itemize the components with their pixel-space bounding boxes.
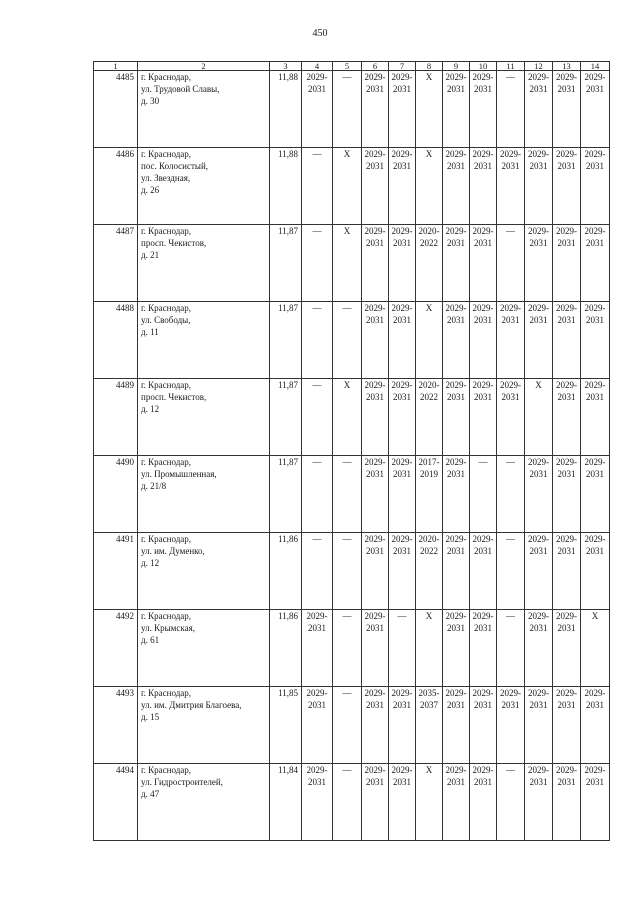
address-cell: г. Краснодар, ул. им. Дмитрия Благоева, д. 15 (138, 687, 270, 764)
column-number: 10 (470, 62, 497, 71)
table-row (94, 302, 610, 379)
column-number: 12 (525, 62, 553, 71)
period-cell-c12: 2029- 2031 (525, 533, 553, 610)
period-cell-c9: 2029- 2031 (443, 71, 470, 148)
column-number: 2 (138, 62, 270, 71)
table-row (94, 687, 610, 764)
period-cell-c11: — (497, 71, 525, 148)
period-cell-c10: 2029- 2031 (470, 225, 497, 302)
period-cell-c11: 2029- 2031 (497, 379, 525, 456)
period-cell-c14: 2029- 2031 (581, 225, 610, 302)
period-cell-c13: 2029- 2031 (553, 764, 581, 841)
period-cell-c11: — (497, 456, 525, 533)
period-cell-c4: — (302, 533, 333, 610)
period-cell-c7: 2029- 2031 (389, 71, 416, 148)
period-cell-c8: 2020- 2022 (416, 379, 443, 456)
area-cell: 11,88 (270, 148, 302, 225)
period-cell-c11: — (497, 610, 525, 687)
period-cell-c7: 2029- 2031 (389, 764, 416, 841)
period-cell-c13: 2029- 2031 (553, 456, 581, 533)
period-cell-c5: — (333, 456, 362, 533)
period-cell-c5: — (333, 71, 362, 148)
period-cell-c9: 2029- 2031 (443, 764, 470, 841)
period-cell-c14: 2029- 2031 (581, 687, 610, 764)
period-cell-c5: — (333, 302, 362, 379)
period-cell-c9: 2029- 2031 (443, 456, 470, 533)
period-cell-c11: — (497, 533, 525, 610)
period-cell-c7: 2029- 2031 (389, 225, 416, 302)
address-cell: г. Краснодар, просп. Чекистов, д. 21 (138, 225, 270, 302)
period-cell-c13: 2029- 2031 (553, 225, 581, 302)
period-cell-c6: 2029- 2031 (362, 687, 389, 764)
address-cell: г. Краснодар, пос. Колосистый, ул. Звездная, д. 26 (138, 148, 270, 225)
period-cell-c4: — (302, 302, 333, 379)
column-number: 9 (443, 62, 470, 71)
period-cell-c9: 2029- 2031 (443, 225, 470, 302)
period-cell-c9: 2029- 2031 (443, 610, 470, 687)
address-cell: г. Краснодар, ул. Крымская, д. 61 (138, 610, 270, 687)
period-cell-c9: 2029- 2031 (443, 687, 470, 764)
period-cell-c6: 2029- 2031 (362, 379, 389, 456)
period-cell-c8: Х (416, 610, 443, 687)
row-number: 4488 (94, 302, 138, 379)
building-registry-table (93, 61, 610, 841)
period-cell-c13: 2029- 2031 (553, 379, 581, 456)
table-row (94, 764, 610, 841)
period-cell-c10: 2029- 2031 (470, 148, 497, 225)
row-number: 4492 (94, 610, 138, 687)
period-cell-c14: 2029- 2031 (581, 148, 610, 225)
row-number: 4494 (94, 764, 138, 841)
row-number: 4485 (94, 71, 138, 148)
period-cell-c10: 2029- 2031 (470, 764, 497, 841)
period-cell-c4: 2029- 2031 (302, 610, 333, 687)
area-cell: 11,87 (270, 302, 302, 379)
table-row (94, 456, 610, 533)
period-cell-c8: Х (416, 71, 443, 148)
period-cell-c13: 2029- 2031 (553, 610, 581, 687)
period-cell-c11: 2029- 2031 (497, 148, 525, 225)
column-number: 7 (389, 62, 416, 71)
period-cell-c7: 2029- 2031 (389, 148, 416, 225)
period-cell-c8: Х (416, 148, 443, 225)
period-cell-c12: 2029- 2031 (525, 610, 553, 687)
period-cell-c13: 2029- 2031 (553, 687, 581, 764)
area-cell: 11,86 (270, 533, 302, 610)
period-cell-c6: 2029- 2031 (362, 225, 389, 302)
period-cell-c10: — (470, 456, 497, 533)
period-cell-c12: 2029- 2031 (525, 687, 553, 764)
column-number-row (94, 62, 610, 71)
period-cell-c4: — (302, 225, 333, 302)
period-cell-c6: 2029- 2031 (362, 148, 389, 225)
period-cell-c12: Х (525, 379, 553, 456)
period-cell-c5: — (333, 533, 362, 610)
period-cell-c4: — (302, 379, 333, 456)
period-cell-c7: 2029- 2031 (389, 687, 416, 764)
period-cell-c10: 2029- 2031 (470, 610, 497, 687)
period-cell-c4: 2029- 2031 (302, 71, 333, 148)
address-cell: г. Краснодар, ул. им. Думенко, д. 12 (138, 533, 270, 610)
period-cell-c12: 2029- 2031 (525, 456, 553, 533)
period-cell-c13: 2029- 2031 (553, 302, 581, 379)
period-cell-c5: Х (333, 379, 362, 456)
table-row (94, 148, 610, 225)
period-cell-c5: — (333, 687, 362, 764)
column-number: 14 (581, 62, 610, 71)
period-cell-c14: Х (581, 610, 610, 687)
table-row (94, 379, 610, 456)
period-cell-c10: 2029- 2031 (470, 302, 497, 379)
page-number: 450 (312, 28, 328, 39)
address-cell: г. Краснодар, ул. Гидростроителей, д. 47 (138, 764, 270, 841)
address-cell: г. Краснодар, просп. Чекистов, д. 12 (138, 379, 270, 456)
period-cell-c5: — (333, 610, 362, 687)
area-cell: 11,85 (270, 687, 302, 764)
column-number: 8 (416, 62, 443, 71)
period-cell-c8: Х (416, 764, 443, 841)
period-cell-c8: 2020- 2022 (416, 533, 443, 610)
period-cell-c4: 2029- 2031 (302, 764, 333, 841)
period-cell-c5: Х (333, 148, 362, 225)
column-number: 4 (302, 62, 333, 71)
period-cell-c11: — (497, 225, 525, 302)
period-cell-c8: 2035- 2037 (416, 687, 443, 764)
period-cell-c13: 2029- 2031 (553, 148, 581, 225)
area-cell: 11,88 (270, 71, 302, 148)
period-cell-c11: — (497, 764, 525, 841)
area-cell: 11,87 (270, 456, 302, 533)
area-cell: 11,87 (270, 225, 302, 302)
period-cell-c12: 2029- 2031 (525, 71, 553, 148)
period-cell-c6: 2029- 2031 (362, 533, 389, 610)
row-number: 4490 (94, 456, 138, 533)
period-cell-c10: 2029- 2031 (470, 71, 497, 148)
period-cell-c6: 2029- 2031 (362, 610, 389, 687)
table-row (94, 610, 610, 687)
row-number: 4486 (94, 148, 138, 225)
period-cell-c14: 2029- 2031 (581, 302, 610, 379)
column-number: 1 (94, 62, 138, 71)
period-cell-c7: 2029- 2031 (389, 302, 416, 379)
period-cell-c6: 2029- 2031 (362, 71, 389, 148)
period-cell-c14: 2029- 2031 (581, 764, 610, 841)
period-cell-c14: 2029- 2031 (581, 533, 610, 610)
period-cell-c13: 2029- 2031 (553, 533, 581, 610)
area-cell: 11,84 (270, 764, 302, 841)
period-cell-c8: 2020- 2022 (416, 225, 443, 302)
row-number: 4487 (94, 225, 138, 302)
period-cell-c4: — (302, 148, 333, 225)
table-row (94, 225, 610, 302)
period-cell-c7: — (389, 610, 416, 687)
period-cell-c12: 2029- 2031 (525, 302, 553, 379)
period-cell-c7: 2029- 2031 (389, 456, 416, 533)
period-cell-c7: 2029- 2031 (389, 379, 416, 456)
column-number: 5 (333, 62, 362, 71)
period-cell-c6: 2029- 2031 (362, 764, 389, 841)
row-number: 4493 (94, 687, 138, 764)
period-cell-c12: 2029- 2031 (525, 148, 553, 225)
period-cell-c12: 2029- 2031 (525, 225, 553, 302)
table-row (94, 71, 610, 148)
area-cell: 11,87 (270, 379, 302, 456)
period-cell-c14: 2029- 2031 (581, 379, 610, 456)
period-cell-c14: 2029- 2031 (581, 456, 610, 533)
period-cell-c10: 2029- 2031 (470, 533, 497, 610)
period-cell-c9: 2029- 2031 (443, 302, 470, 379)
period-cell-c5: — (333, 764, 362, 841)
period-cell-c4: — (302, 456, 333, 533)
row-number: 4491 (94, 533, 138, 610)
period-cell-c6: 2029- 2031 (362, 302, 389, 379)
address-cell: г. Краснодар, ул. Промышленная, д. 21/8 (138, 456, 270, 533)
column-number: 11 (497, 62, 525, 71)
period-cell-c6: 2029- 2031 (362, 456, 389, 533)
column-number: 3 (270, 62, 302, 71)
column-number: 6 (362, 62, 389, 71)
row-number: 4489 (94, 379, 138, 456)
period-cell-c12: 2029- 2031 (525, 764, 553, 841)
period-cell-c14: 2029- 2031 (581, 71, 610, 148)
period-cell-c9: 2029- 2031 (443, 148, 470, 225)
period-cell-c10: 2029- 2031 (470, 687, 497, 764)
period-cell-c9: 2029- 2031 (443, 379, 470, 456)
period-cell-c7: 2029- 2031 (389, 533, 416, 610)
period-cell-c8: 2017- 2019 (416, 456, 443, 533)
column-number: 13 (553, 62, 581, 71)
address-cell: г. Краснодар, ул. Свободы, д. 11 (138, 302, 270, 379)
period-cell-c4: 2029- 2031 (302, 687, 333, 764)
period-cell-c13: 2029- 2031 (553, 71, 581, 148)
address-cell: г. Краснодар, ул. Трудовой Славы, д. 30 (138, 71, 270, 148)
period-cell-c9: 2029- 2031 (443, 533, 470, 610)
period-cell-c11: 2029- 2031 (497, 687, 525, 764)
period-cell-c10: 2029- 2031 (470, 379, 497, 456)
period-cell-c5: Х (333, 225, 362, 302)
period-cell-c8: Х (416, 302, 443, 379)
area-cell: 11,86 (270, 610, 302, 687)
period-cell-c11: 2029- 2031 (497, 302, 525, 379)
table-row (94, 533, 610, 610)
